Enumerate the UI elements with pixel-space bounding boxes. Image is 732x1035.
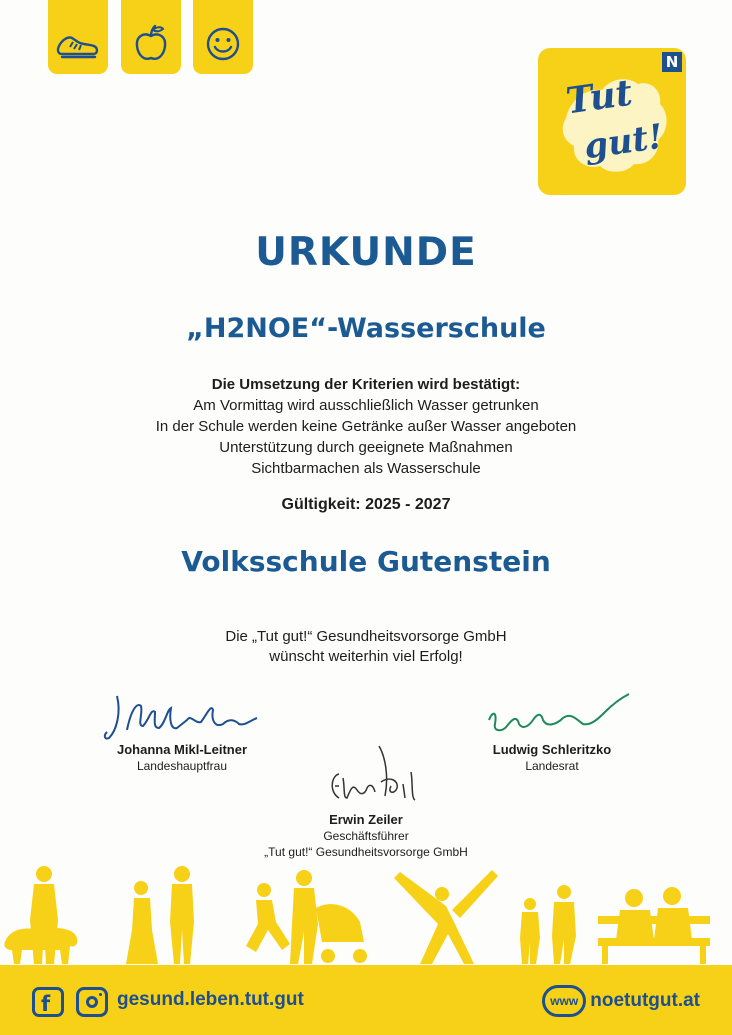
website-url: noetutgut.at xyxy=(590,990,700,1011)
apple-icon xyxy=(129,22,173,66)
wish-line: wünscht weiterhin viel Erfolg! xyxy=(269,648,463,665)
criteria-item: Sichtbarmachen als Wasserschule xyxy=(251,460,481,477)
signature-block-mikl-leitner xyxy=(92,690,272,774)
wish-text xyxy=(0,627,732,667)
www-badge-icon: www xyxy=(542,985,586,1017)
footer-bar xyxy=(0,965,732,1035)
signature-block-schleritzko xyxy=(462,690,642,774)
certificate-subtitle: „H2NOE“-Wasserschule xyxy=(186,313,546,344)
signatory-name: Erwin Zeiler xyxy=(329,812,403,827)
people-silhouettes-illustration xyxy=(0,860,732,970)
wish-line: Die „Tut gut!“ Gesundheitsvorsorge GmbH xyxy=(225,628,507,645)
apple-tile xyxy=(121,0,181,74)
instagram-dot xyxy=(99,993,102,996)
logo-badge-n: N xyxy=(662,52,682,72)
running-shoe-tile xyxy=(48,0,108,74)
criteria-item: Unterstützung durch geeignete Maßnahmen xyxy=(219,439,513,456)
criteria-heading: Die Umsetzung der Kriterien wird bestätigt: xyxy=(211,376,521,393)
instagram-lens xyxy=(86,996,98,1008)
signature-block-zeiler xyxy=(250,740,482,860)
signatory-role: Landesrat xyxy=(525,759,579,773)
page-title: URKUNDE xyxy=(255,230,477,275)
facebook-icon[interactable] xyxy=(32,987,64,1017)
handwritten-signature-schleritzko xyxy=(467,690,637,742)
signatory-role: Geschäftsführer xyxy=(323,829,409,843)
criteria-item: Am Vormittag wird ausschließlich Wasser getrunken xyxy=(193,397,539,414)
criteria-block xyxy=(0,374,732,479)
validity-period: Gültigkeit: 2025 - 2027 xyxy=(281,496,451,513)
signatory-name: Ludwig Schleritzko xyxy=(492,742,612,757)
website-link[interactable] xyxy=(542,985,700,1017)
handwritten-signature-zeiler xyxy=(281,740,451,812)
school-name: Volksschule Gutenstein xyxy=(181,545,551,578)
social-handle-link[interactable]: gesund.leben.tut.gut xyxy=(117,989,304,1010)
instagram-icon[interactable] xyxy=(76,987,108,1017)
smiley-tile xyxy=(193,0,253,74)
handwritten-signature-mikl-leitner xyxy=(97,690,267,742)
signatory-role-org: „Tut gut!“ Gesundheitsvorsorge GmbH xyxy=(264,845,468,859)
tut-gut-logo xyxy=(538,48,686,195)
running-shoe-icon xyxy=(56,22,100,66)
logo-text-tut: Tut xyxy=(563,71,635,123)
signatory-name: Johanna Mikl-Leitner xyxy=(116,742,248,757)
logo-text-gut: gut! xyxy=(581,116,666,168)
criteria-item: In der Schule werden keine Getränke außer Wasser angeboten xyxy=(155,418,577,435)
signatory-role: Landeshauptfrau xyxy=(136,759,228,773)
facebook-glyph: f xyxy=(41,992,51,1016)
smiley-icon xyxy=(201,22,245,66)
